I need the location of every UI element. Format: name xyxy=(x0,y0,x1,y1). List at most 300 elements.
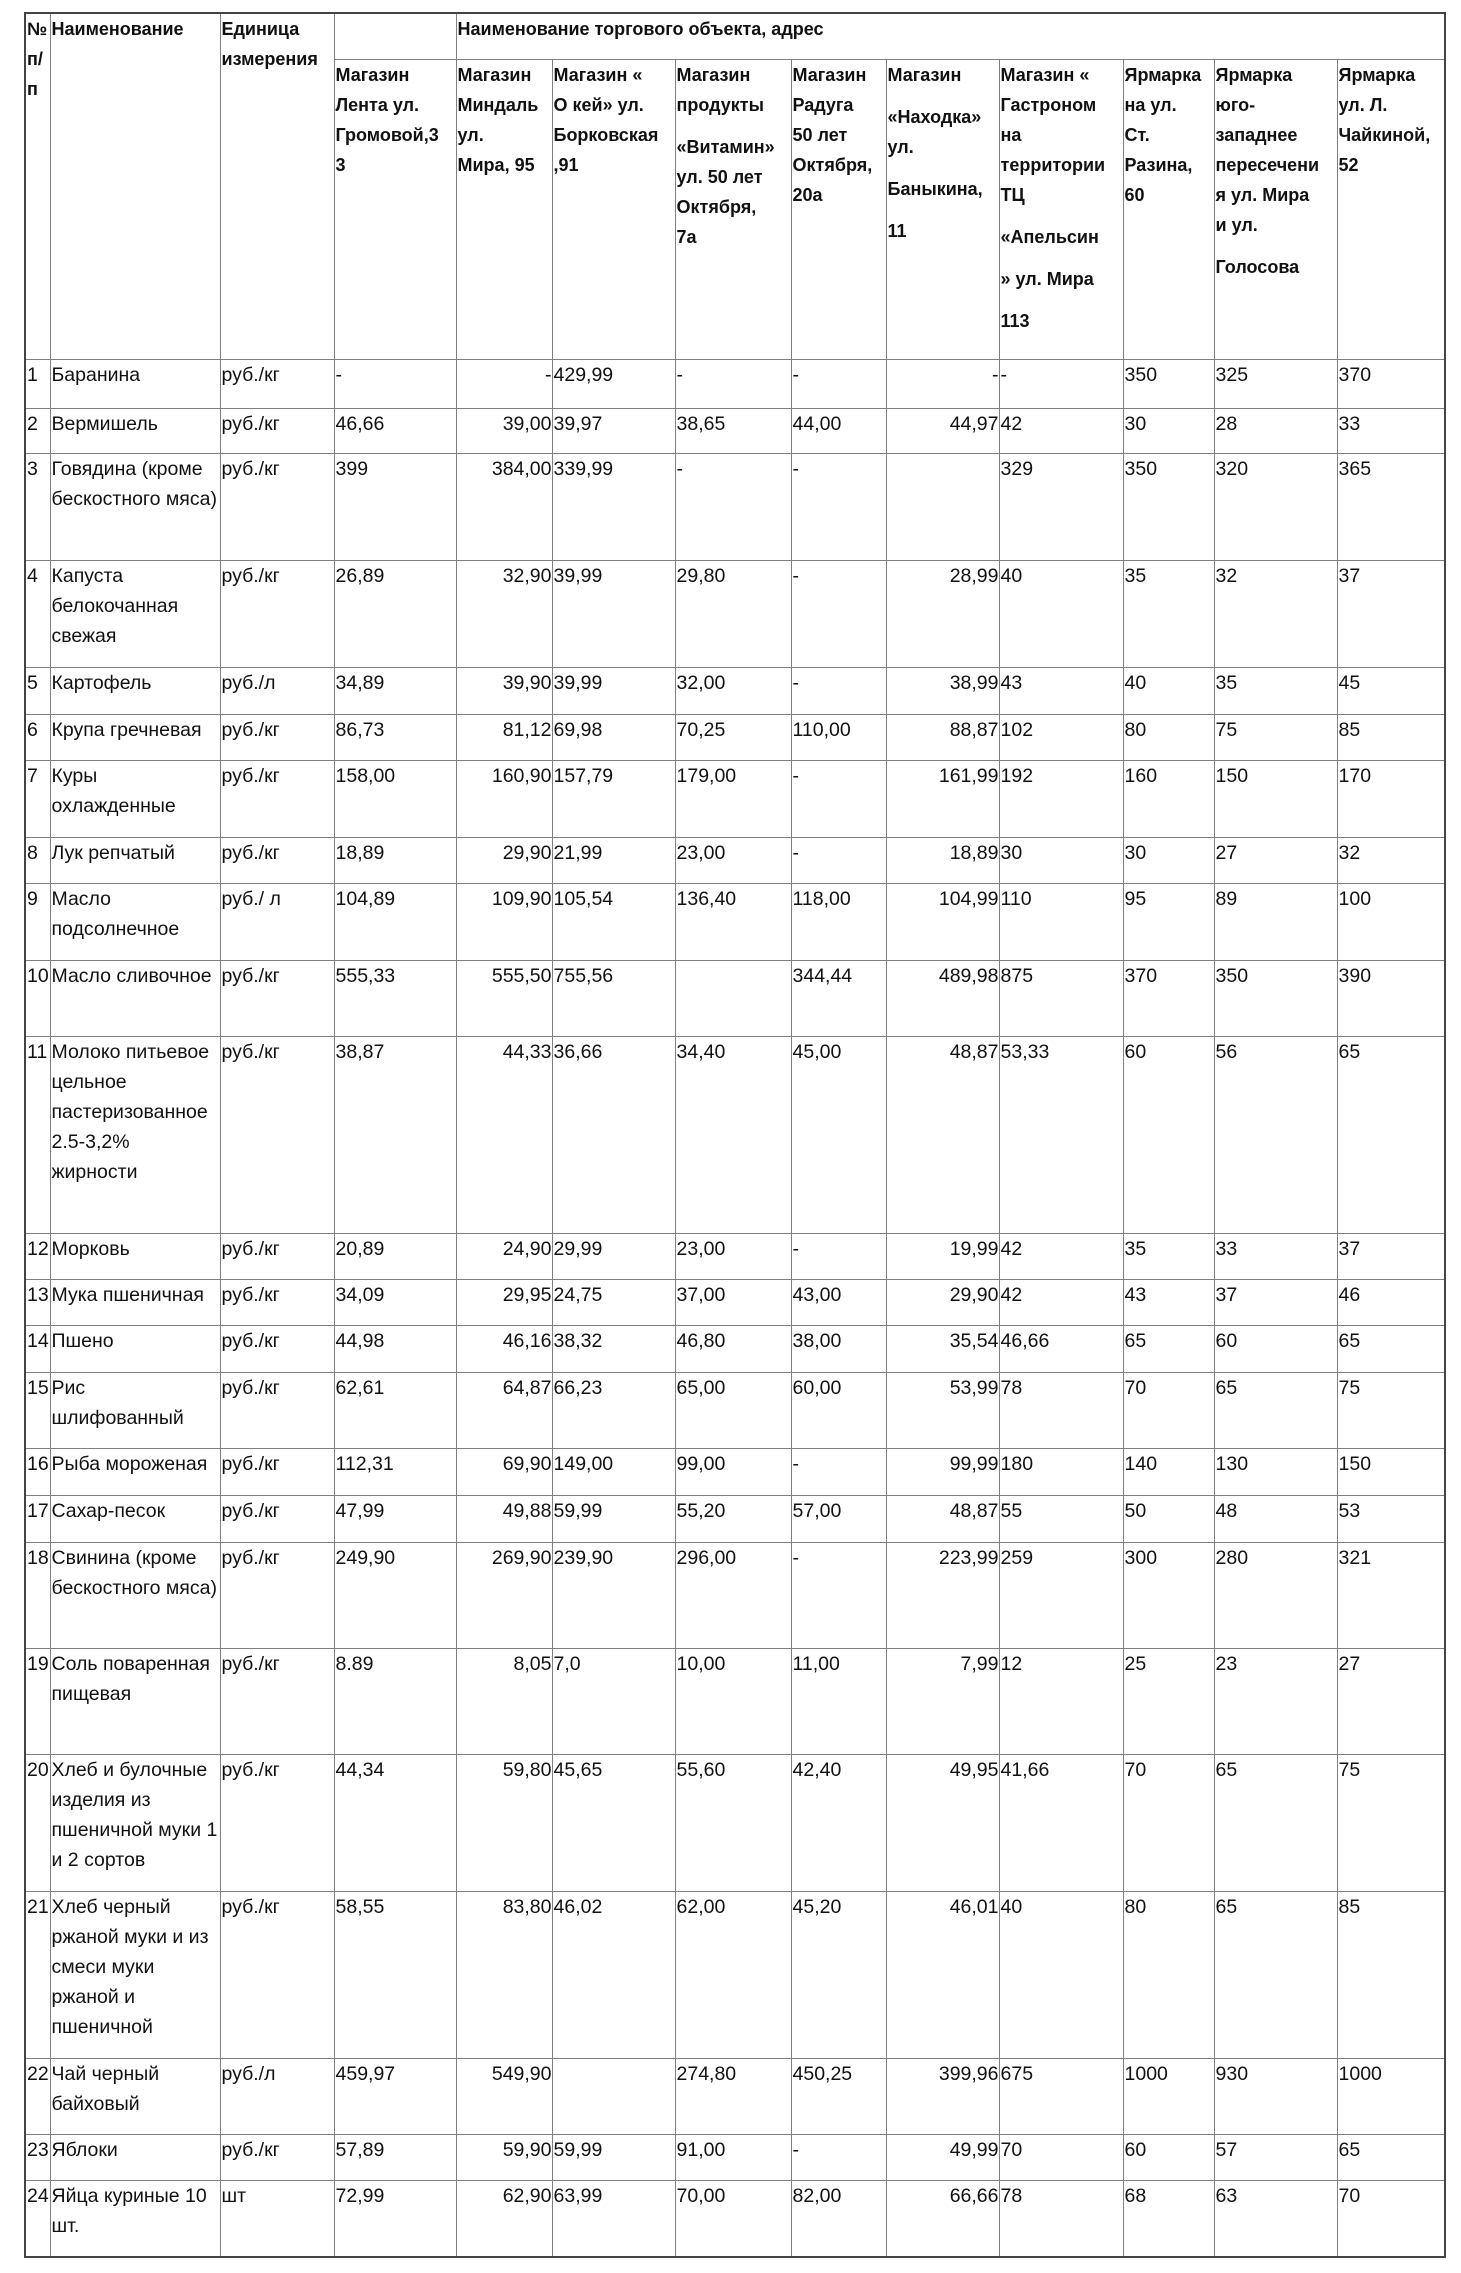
unit-cell: руб./ л xyxy=(220,883,334,960)
price-cell: 78 xyxy=(999,2180,1123,2257)
price-cell: 875 xyxy=(999,960,1123,1036)
price-cell: 66,23 xyxy=(552,1372,675,1448)
product-name: Крупа гречневая xyxy=(50,714,220,760)
price-cell: 99,99 xyxy=(886,1448,999,1495)
price-cell: 59,80 xyxy=(456,1754,552,1891)
price-cell: 80 xyxy=(1123,714,1214,760)
price-cell: 158,00 xyxy=(334,760,456,837)
price-cell: 56 xyxy=(1214,1036,1337,1233)
price-cell: 75 xyxy=(1214,714,1337,760)
price-cell: 18,89 xyxy=(334,837,456,883)
table-row xyxy=(25,1036,1445,1233)
table-row xyxy=(25,1891,1445,2058)
price-cell: 59,99 xyxy=(552,1495,675,1542)
table-row xyxy=(25,453,1445,560)
price-cell: 44,98 xyxy=(334,1325,456,1372)
table-row xyxy=(25,1279,1445,1325)
price-cell: 45,20 xyxy=(791,1891,886,2058)
header-store-line: Гастроном xyxy=(1000,94,1097,115)
price-cell: 55,60 xyxy=(675,1754,791,1891)
price-cell: 35 xyxy=(1214,667,1337,714)
price-cell: 39,99 xyxy=(552,560,675,667)
price-cell: 130 xyxy=(1214,1448,1337,1495)
price-cell: 62,00 xyxy=(675,1891,791,2058)
header-store-line: Октября, xyxy=(676,196,757,217)
price-cell: 53,33 xyxy=(999,1036,1123,1233)
row-number: 8 xyxy=(25,837,50,883)
header-store-group: Наименование торгового объекта, адрес xyxy=(456,13,1445,59)
price-cell: 34,09 xyxy=(334,1279,456,1325)
header-store-line: на xyxy=(1000,124,1022,145)
header-store-line: Голосова xyxy=(1215,256,1300,277)
price-cell: 46,66 xyxy=(334,408,456,453)
price-cell: 399,96 xyxy=(886,2058,999,2134)
price-cell: 37 xyxy=(1337,1233,1445,1279)
price-cell: 930 xyxy=(1214,2058,1337,2134)
table-row xyxy=(25,1233,1445,1279)
header-store-9 xyxy=(1214,59,1337,359)
price-cell: 38,65 xyxy=(675,408,791,453)
price-cell: 23 xyxy=(1214,1648,1337,1754)
price-cell: 160,90 xyxy=(456,760,552,837)
price-cell: 63,99 xyxy=(552,2180,675,2257)
price-cell xyxy=(552,2058,675,2134)
price-cell: 32,00 xyxy=(675,667,791,714)
header-store-line: юго- xyxy=(1215,94,1256,115)
price-cell: 259 xyxy=(999,1542,1123,1648)
price-cell: 136,40 xyxy=(675,883,791,960)
table-body xyxy=(25,359,1445,2257)
price-cell: 104,99 xyxy=(886,883,999,960)
header-store-5 xyxy=(791,59,886,359)
header-store-line: Громовой,3 xyxy=(335,124,439,145)
table-row xyxy=(25,760,1445,837)
price-cell: 47,99 xyxy=(334,1495,456,1542)
price-cell: 39,00 xyxy=(456,408,552,453)
header-store-line: пересечени xyxy=(1215,154,1320,175)
row-number: 9 xyxy=(25,883,50,960)
price-cell: 33 xyxy=(1214,1233,1337,1279)
product-name: Масло сливочное xyxy=(50,960,220,1036)
product-name: Вермишель xyxy=(50,408,220,453)
price-cell: 46,66 xyxy=(999,1325,1123,1372)
row-number: 7 xyxy=(25,760,50,837)
price-cell: 459,97 xyxy=(334,2058,456,2134)
price-cell: 150 xyxy=(1337,1448,1445,1495)
product-name: Молоко питьевое цельное пастеризованное 2.5-3,2% жирности xyxy=(50,1036,220,1233)
price-cell: 110,00 xyxy=(791,714,886,760)
header-store-line: ул. Л. xyxy=(1338,94,1388,115)
price-cell: 82,00 xyxy=(791,2180,886,2257)
header-store-3 xyxy=(552,59,675,359)
product-name: Баранина xyxy=(50,359,220,408)
price-cell: 45,00 xyxy=(791,1036,886,1233)
table-row xyxy=(25,2180,1445,2257)
price-cell: 75 xyxy=(1337,1754,1445,1891)
price-cell: 23,00 xyxy=(675,1233,791,1279)
row-number: 24 xyxy=(25,2180,50,2257)
price-cell: 102 xyxy=(999,714,1123,760)
row-number: 18 xyxy=(25,1542,50,1648)
table-row xyxy=(25,2134,1445,2180)
price-cell: 48,87 xyxy=(886,1495,999,1542)
price-cell: 68 xyxy=(1123,2180,1214,2257)
header-store-line: 50 лет xyxy=(792,124,848,145)
price-cell: 329 xyxy=(999,453,1123,560)
price-cell: - xyxy=(791,560,886,667)
price-cell: 62,90 xyxy=(456,2180,552,2257)
header-store-line: Магазин xyxy=(792,64,867,85)
price-cell: 140 xyxy=(1123,1448,1214,1495)
header-store-line: я ул. Мира xyxy=(1215,184,1310,205)
price-cell: 8.89 xyxy=(334,1648,456,1754)
price-cell: 43 xyxy=(1123,1279,1214,1325)
price-cell: - xyxy=(791,760,886,837)
header-store-line: Магазин xyxy=(887,64,962,85)
header-store-2 xyxy=(456,59,552,359)
price-cell: 109,90 xyxy=(456,883,552,960)
header-store-8 xyxy=(1123,59,1214,359)
price-cell: 160 xyxy=(1123,760,1214,837)
header-store-line: Ярмарка xyxy=(1338,64,1416,85)
unit-cell: руб./кг xyxy=(220,1036,334,1233)
price-cell: 39,97 xyxy=(552,408,675,453)
price-cell: 57 xyxy=(1214,2134,1337,2180)
price-cell: 43 xyxy=(999,667,1123,714)
product-name: Сахар-песок xyxy=(50,1495,220,1542)
price-cell: 38,00 xyxy=(791,1325,886,1372)
price-cell: 24,75 xyxy=(552,1279,675,1325)
price-cell: 105,54 xyxy=(552,883,675,960)
product-name: Куры охлажденные xyxy=(50,760,220,837)
unit-cell: руб./кг xyxy=(220,1325,334,1372)
product-name: Мука пшеничная xyxy=(50,1279,220,1325)
price-cell: 40 xyxy=(1123,667,1214,714)
price-cell: 39,99 xyxy=(552,667,675,714)
price-cell: 100 xyxy=(1337,883,1445,960)
price-cell: 29,95 xyxy=(456,1279,552,1325)
unit-cell: руб./кг xyxy=(220,1279,334,1325)
price-cell: 29,80 xyxy=(675,560,791,667)
header-store-line: Борковская xyxy=(553,124,659,145)
price-cell: 37,00 xyxy=(675,1279,791,1325)
price-cell: 35,54 xyxy=(886,1325,999,1372)
price-cell: 60 xyxy=(1123,2134,1214,2180)
row-number: 15 xyxy=(25,1372,50,1448)
row-number: 3 xyxy=(25,453,50,560)
price-cell: 36,66 xyxy=(552,1036,675,1233)
price-cell: - xyxy=(791,2134,886,2180)
price-cell: 32,90 xyxy=(456,560,552,667)
table-row xyxy=(25,1495,1445,1542)
unit-cell: руб./кг xyxy=(220,1542,334,1648)
price-cell: 32 xyxy=(1337,837,1445,883)
price-cell: 60 xyxy=(1214,1325,1337,1372)
price-cell: 50 xyxy=(1123,1495,1214,1542)
header-store-line: Миндаль xyxy=(457,94,539,115)
row-number: 4 xyxy=(25,560,50,667)
price-cell: 344,44 xyxy=(791,960,886,1036)
header-index: № п/ п xyxy=(25,13,50,359)
price-cell: 29,99 xyxy=(552,1233,675,1279)
row-number: 22 xyxy=(25,2058,50,2134)
price-cell: - xyxy=(791,1542,886,1648)
table-row xyxy=(25,837,1445,883)
header-store-line: Магазин xyxy=(457,64,532,85)
price-cell: - xyxy=(675,453,791,560)
table-row xyxy=(25,1448,1445,1495)
price-cell: 429,99 xyxy=(552,359,675,408)
price-cell: 21,99 xyxy=(552,837,675,883)
price-cell: 42 xyxy=(999,1233,1123,1279)
table-row xyxy=(25,714,1445,760)
product-name: Масло подсолнечное xyxy=(50,883,220,960)
product-name: Хлеб черный ржаной муки и из смеси муки ржаной и пшеничной xyxy=(50,1891,220,2058)
header-store-line: ул. xyxy=(457,124,484,145)
price-cell: 179,00 xyxy=(675,760,791,837)
price-cell: 85 xyxy=(1337,714,1445,760)
price-cell: 24,90 xyxy=(456,1233,552,1279)
price-cell: 65 xyxy=(1337,1036,1445,1233)
header-row-1 xyxy=(25,13,1445,59)
header-store-line: Магазин xyxy=(676,64,751,85)
unit-cell: руб./л xyxy=(220,2058,334,2134)
price-cell: 89 xyxy=(1214,883,1337,960)
price-cell: 59,99 xyxy=(552,2134,675,2180)
product-name: Чай черный байховый xyxy=(50,2058,220,2134)
header-store-10 xyxy=(1337,59,1445,359)
header-store-line: территории xyxy=(1000,154,1106,175)
price-cell: 38,32 xyxy=(552,1325,675,1372)
unit-cell: шт xyxy=(220,2180,334,2257)
unit-cell: руб./кг xyxy=(220,1495,334,1542)
price-cell: 321 xyxy=(1337,1542,1445,1648)
price-cell: 180 xyxy=(999,1448,1123,1495)
header-store-line: западнее xyxy=(1215,124,1298,145)
price-cell: 37 xyxy=(1214,1279,1337,1325)
unit-cell: руб./л xyxy=(220,667,334,714)
price-cell: 83,80 xyxy=(456,1891,552,2058)
price-cell: 53 xyxy=(1337,1495,1445,1542)
price-cell: 23,00 xyxy=(675,837,791,883)
header-store-line: «Апельсин xyxy=(1000,226,1099,247)
price-cell: 8,05 xyxy=(456,1648,552,1754)
unit-cell: руб./кг xyxy=(220,837,334,883)
table-row xyxy=(25,2058,1445,2134)
header-store-7 xyxy=(999,59,1123,359)
price-cell: 34,89 xyxy=(334,667,456,714)
price-cell: 80 xyxy=(1123,1891,1214,2058)
price-cell: 38,99 xyxy=(886,667,999,714)
price-cell: - xyxy=(791,1233,886,1279)
price-cell: 42 xyxy=(999,1279,1123,1325)
header-store-line: Ярмарка xyxy=(1124,64,1202,85)
price-cell: 42,40 xyxy=(791,1754,886,1891)
product-name: Свинина (кроме бескостного мяса) xyxy=(50,1542,220,1648)
price-cell: - xyxy=(675,359,791,408)
price-cell: 27 xyxy=(1337,1648,1445,1754)
price-cell: 78 xyxy=(999,1372,1123,1448)
price-cell: 549,90 xyxy=(456,2058,552,2134)
header-store-line: Разина, xyxy=(1124,154,1193,175)
price-cell: 65 xyxy=(1214,1891,1337,2058)
product-name: Пшено xyxy=(50,1325,220,1372)
price-cell: 555,33 xyxy=(334,960,456,1036)
price-cell: 365 xyxy=(1337,453,1445,560)
header-store-line: 11 xyxy=(887,220,907,241)
header-store-line: ул. 50 лет xyxy=(676,166,763,187)
row-number: 10 xyxy=(25,960,50,1036)
price-cell: 60 xyxy=(1123,1036,1214,1233)
price-cell: 269,90 xyxy=(456,1542,552,1648)
product-name: Капуста белокочанная свежая xyxy=(50,560,220,667)
price-cell: 274,80 xyxy=(675,2058,791,2134)
row-number: 5 xyxy=(25,667,50,714)
price-cell: 30 xyxy=(999,837,1123,883)
product-name: Лук репчатый xyxy=(50,837,220,883)
price-cell: 49,95 xyxy=(886,1754,999,1891)
header-store-line: О кей» ул. xyxy=(553,94,644,115)
price-cell: 86,73 xyxy=(334,714,456,760)
table-row xyxy=(25,359,1445,408)
price-cell xyxy=(675,960,791,1036)
price-cell: - xyxy=(791,1448,886,1495)
header-store-line: Баныкина, xyxy=(887,178,983,199)
product-name: Хлеб и булочные изделия из пшеничной муки 1 и 2 сортов xyxy=(50,1754,220,1891)
price-cell: 10,00 xyxy=(675,1648,791,1754)
price-cell: 161,99 xyxy=(886,760,999,837)
price-cell: 38,87 xyxy=(334,1036,456,1233)
header-store-line: «Витамин» xyxy=(676,136,775,157)
price-cell: - xyxy=(791,453,886,560)
price-cell: 66,66 xyxy=(886,2180,999,2257)
price-cell: 675 xyxy=(999,2058,1123,2134)
product-name: Яблоки xyxy=(50,2134,220,2180)
price-cell: 64,87 xyxy=(456,1372,552,1448)
price-cell: 280 xyxy=(1214,1542,1337,1648)
price-cell: 65 xyxy=(1337,1325,1445,1372)
price-cell: 48 xyxy=(1214,1495,1337,1542)
price-cell: 104,89 xyxy=(334,883,456,960)
price-cell: - xyxy=(334,359,456,408)
price-cell: 69,98 xyxy=(552,714,675,760)
price-cell: 62,61 xyxy=(334,1372,456,1448)
table-row xyxy=(25,883,1445,960)
unit-cell: руб./кг xyxy=(220,1448,334,1495)
header-store-line: Мира, 95 xyxy=(457,154,535,175)
header-store-line: Магазин xyxy=(335,64,410,85)
price-cell: 7,99 xyxy=(886,1648,999,1754)
price-cell: 65,00 xyxy=(675,1372,791,1448)
table-row xyxy=(25,1754,1445,1891)
header-empty-cell xyxy=(334,13,456,59)
table-row xyxy=(25,1542,1445,1648)
price-cell: 35 xyxy=(1123,560,1214,667)
table-row xyxy=(25,960,1445,1036)
price-cell: 350 xyxy=(1214,960,1337,1036)
row-number: 11 xyxy=(25,1036,50,1233)
price-cell: 48,87 xyxy=(886,1036,999,1233)
unit-cell: руб./кг xyxy=(220,560,334,667)
price-cell: 57,00 xyxy=(791,1495,886,1542)
price-cell: 40 xyxy=(999,1891,1123,2058)
header-store-line: 20а xyxy=(792,184,823,205)
table-row xyxy=(25,1372,1445,1448)
product-name: Соль поваренная пищевая xyxy=(50,1648,220,1754)
row-number: 14 xyxy=(25,1325,50,1372)
price-cell: 65 xyxy=(1214,1372,1337,1448)
row-number: 21 xyxy=(25,1891,50,2058)
price-cell: 44,00 xyxy=(791,408,886,453)
price-cell: 339,99 xyxy=(552,453,675,560)
price-cell: 58,55 xyxy=(334,1891,456,2058)
price-cell: 91,00 xyxy=(675,2134,791,2180)
price-cell: 88,87 xyxy=(886,714,999,760)
header-store-line: Лента ул. xyxy=(335,94,420,115)
product-name: Яйца куриные 10 шт. xyxy=(50,2180,220,2257)
price-cell: 157,79 xyxy=(552,760,675,837)
price-cell: 72,99 xyxy=(334,2180,456,2257)
price-cell: 118,00 xyxy=(791,883,886,960)
price-cell: 43,00 xyxy=(791,1279,886,1325)
header-store-line: продукты xyxy=(676,94,764,115)
price-cell: 320 xyxy=(1214,453,1337,560)
row-number: 6 xyxy=(25,714,50,760)
price-cell: - xyxy=(791,667,886,714)
header-name: Наименование xyxy=(50,13,220,359)
price-cell: 370 xyxy=(1337,359,1445,408)
unit-cell: руб./кг xyxy=(220,1891,334,2058)
price-cell: 25 xyxy=(1123,1648,1214,1754)
price-cell: 70 xyxy=(1123,1754,1214,1891)
header-store-line: и ул. xyxy=(1215,214,1258,235)
table-row xyxy=(25,560,1445,667)
unit-cell: руб./кг xyxy=(220,453,334,560)
header-store-line: Ст. xyxy=(1124,124,1150,145)
price-cell: 296,00 xyxy=(675,1542,791,1648)
header-store-line: Радуга xyxy=(792,94,854,115)
row-number: 20 xyxy=(25,1754,50,1891)
price-cell: 85 xyxy=(1337,1891,1445,2058)
price-cell: 70 xyxy=(1337,2180,1445,2257)
price-cell: 755,56 xyxy=(552,960,675,1036)
header-store-line: Магазин « xyxy=(1000,64,1090,85)
price-cell: 30 xyxy=(1123,408,1214,453)
price-cell: - xyxy=(886,359,999,408)
price-cell: 300 xyxy=(1123,1542,1214,1648)
price-cell: 49,88 xyxy=(456,1495,552,1542)
header-store-4 xyxy=(675,59,791,359)
price-cell: 11,00 xyxy=(791,1648,886,1754)
header-store-line: 52 xyxy=(1338,154,1359,175)
price-cell: 55,20 xyxy=(675,1495,791,1542)
price-cell: 149,00 xyxy=(552,1448,675,1495)
row-number: 19 xyxy=(25,1648,50,1754)
price-cell: 350 xyxy=(1123,359,1214,408)
price-cell: 29,90 xyxy=(456,837,552,883)
price-cell: 63 xyxy=(1214,2180,1337,2257)
price-cell: 35 xyxy=(1123,1233,1214,1279)
row-number: 13 xyxy=(25,1279,50,1325)
price-cell: 75 xyxy=(1337,1372,1445,1448)
price-cell: 70 xyxy=(1123,1372,1214,1448)
price-cell: 44,33 xyxy=(456,1036,552,1233)
price-cell: 53,99 xyxy=(886,1372,999,1448)
price-cell: 70,25 xyxy=(675,714,791,760)
price-cell: 20,89 xyxy=(334,1233,456,1279)
header-store-line: «Находка» xyxy=(887,106,982,127)
price-cell: 112,31 xyxy=(334,1448,456,1495)
